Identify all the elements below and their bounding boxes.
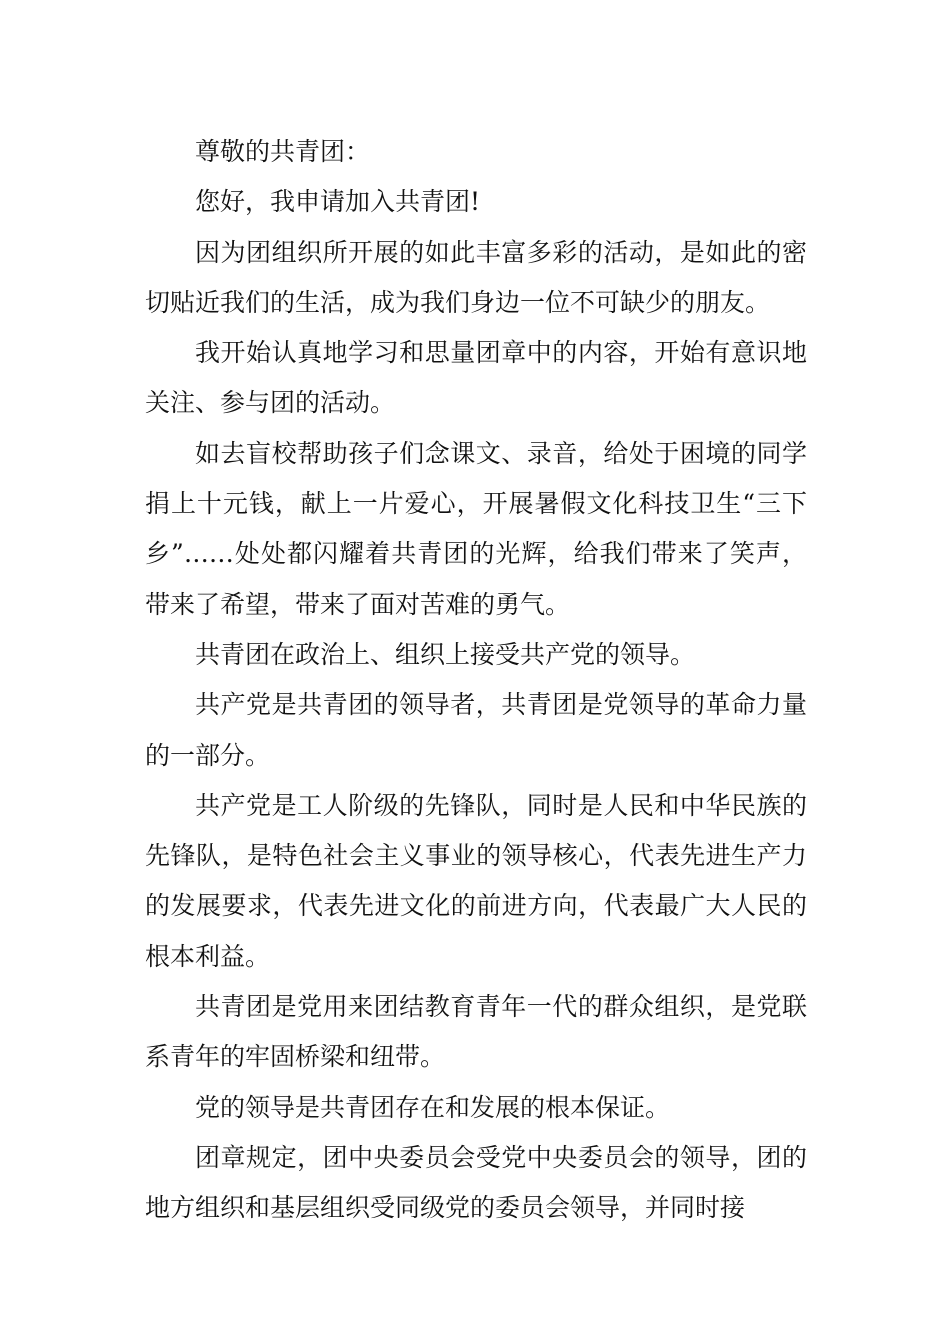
paragraph: 党的领导是共青团存在和发展的根本保证。 — [195, 1092, 671, 1122]
paragraph: 共青团是党用来团结教育青年一代的群众组织，是党联系青年的牢固桥梁和纽带。 — [145, 992, 807, 1072]
paragraph: 如去盲校帮助孩子们念课文、录音，给处于困境的同学捐上十元钱，献上一片爱心，开展暑假文化科技卫生“三下乡”……处处都闪耀着共青团的光辉，给我们带来了笑声，带来了希望，带来了面对苦难的勇气。 — [145, 438, 807, 619]
paragraph: 共产党是工人阶级的先锋队，同时是人民和中华民族的先锋队，是特色社会主义事业的领导核心，代表先进生产力的发展要求，代表先进文化的前进方向，代表最广大人民的根本利益。 — [145, 790, 807, 971]
greeting: 您好，我申请加入共青团! — [195, 187, 481, 217]
paragraph: 因为团组织所开展的如此丰富多彩的活动，是如此的密切贴近我们的生活，成为我们身边一位不可缺少的朋友。 — [145, 237, 807, 317]
paragraph: 共产党是共青团的领导者，共青团是党领导的革命力量的一部分。 — [145, 690, 807, 770]
paragraph: 共青团在政治上、组织上接受共产党的领导。 — [195, 639, 696, 669]
paragraph: 我开始认真地学习和思量团章中的内容，开始有意识地关注、参与团的活动。 — [145, 338, 807, 418]
document-body — [145, 127, 807, 1234]
paragraph: 团章规定，团中央委员会受党中央委员会的领导，团的地方组织和基层组织受同级党的委员会领导，并同时接 — [145, 1142, 807, 1223]
salutation: 尊敬的共青团： — [195, 137, 371, 166]
